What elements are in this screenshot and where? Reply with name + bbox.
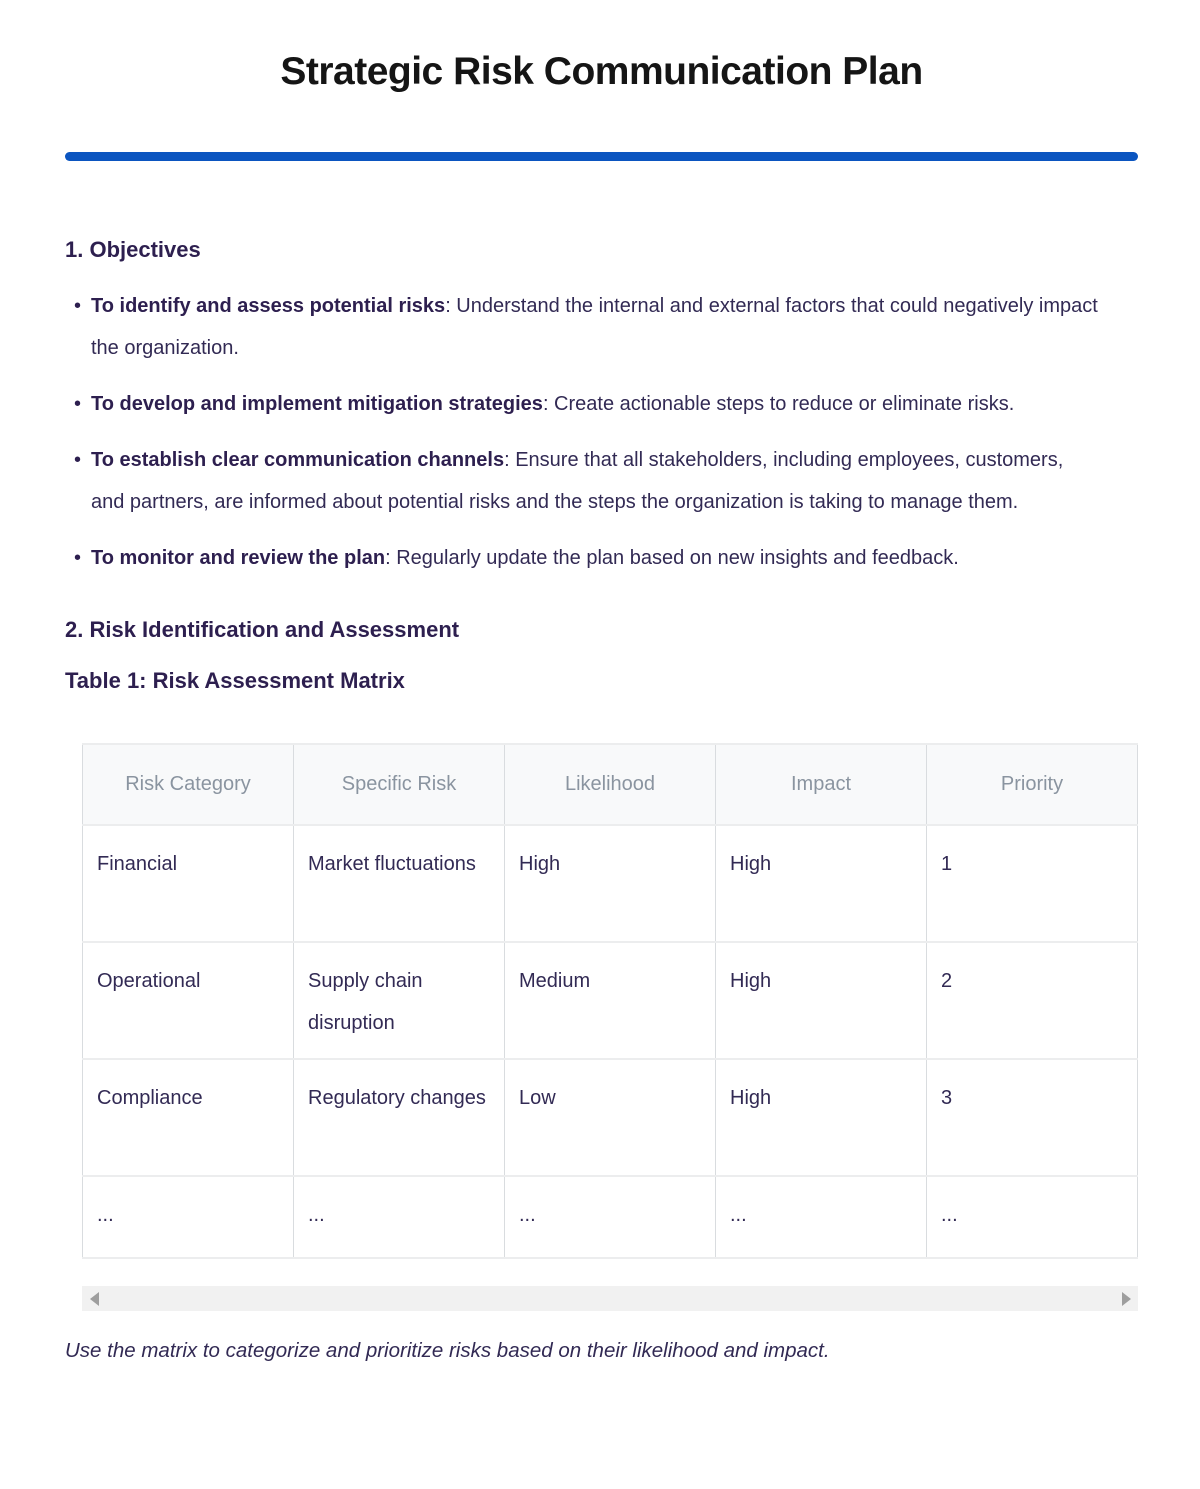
objective-text: : Ensure that all stakeholders, including employees, customers, and partners, are informed about potential risks and the steps the organization is taking to manage them. <box>91 449 1064 513</box>
table-cell: ... <box>927 1176 1138 1258</box>
table-header-cell: Priority <box>927 744 1138 825</box>
table-cell: Operational <box>83 942 294 1059</box>
table-cell: High <box>716 825 927 942</box>
table-header-cell: Specific Risk <box>294 744 505 825</box>
table-cell: 1 <box>927 825 1138 942</box>
objective-item <box>74 285 1101 369</box>
table-row <box>83 1176 1138 1258</box>
objective-item <box>74 439 1101 523</box>
table-cell: ... <box>505 1176 716 1258</box>
objective-lead: To monitor and review the plan <box>91 547 386 569</box>
objectives-heading: 1. Objectives <box>65 237 201 262</box>
table-cell: ... <box>294 1176 505 1258</box>
table-cell: High <box>716 942 927 1059</box>
table-cell: Medium <box>505 942 716 1059</box>
objective-text: : Create actionable steps to reduce or eliminate risks. <box>542 393 1015 415</box>
matrix-caption: Use the matrix to categorize and prioritize risks based on their likelihood and impact. <box>65 1339 830 1362</box>
table-row <box>83 825 1138 942</box>
risk-assessment-table <box>82 743 1138 1259</box>
scroll-right-icon <box>1122 1292 1131 1306</box>
table-cell: High <box>716 1059 927 1176</box>
table-header-cell: Impact <box>716 744 927 825</box>
table-header-row <box>83 744 1138 825</box>
table-cell: High <box>505 825 716 942</box>
table-row <box>83 1059 1138 1176</box>
table-cell: Market fluctuations <box>294 825 505 942</box>
document-title: Strategic Risk Communication Plan <box>280 50 923 93</box>
table-title: Table 1: Risk Assessment Matrix <box>65 668 405 693</box>
table-header-cell: Likelihood <box>505 744 716 825</box>
objectives-list <box>65 285 1138 579</box>
objective-lead: To establish clear communication channels <box>91 449 505 471</box>
scroll-left-icon <box>90 1292 99 1306</box>
risk-table-container <box>82 743 1138 1259</box>
objective-item <box>74 383 1101 425</box>
objective-text: : Regularly update the plan based on new insights and feedback. <box>385 547 959 569</box>
scroll-right-button[interactable] <box>1114 1286 1138 1311</box>
table-cell: Financial <box>83 825 294 942</box>
table-row <box>83 942 1138 1059</box>
table-cell: ... <box>83 1176 294 1258</box>
table-cell: 3 <box>927 1059 1138 1176</box>
title-divider <box>65 152 1138 161</box>
risk-section-heading: 2. Risk Identification and Assessment <box>65 617 460 642</box>
objective-text: : Understand the internal and external factors that could negatively impact the organization. <box>91 295 1098 359</box>
scroll-left-button[interactable] <box>82 1286 106 1311</box>
table-cell: Low <box>505 1059 716 1176</box>
document-page <box>0 48 1200 1365</box>
table-cell: Compliance <box>83 1059 294 1176</box>
table-header-cell: Risk Category <box>83 744 294 825</box>
table-horizontal-scrollbar[interactable] <box>82 1286 1138 1311</box>
table-cell: 2 <box>927 942 1138 1059</box>
objective-lead: To identify and assess potential risks <box>91 295 446 317</box>
table-cell: ... <box>716 1176 927 1258</box>
table-cell: Regulatory changes <box>294 1059 505 1176</box>
table-cell: Supply chain disruption <box>294 942 505 1059</box>
objective-lead: To develop and implement mitigation strategies <box>91 393 543 415</box>
objective-item <box>74 537 1101 579</box>
